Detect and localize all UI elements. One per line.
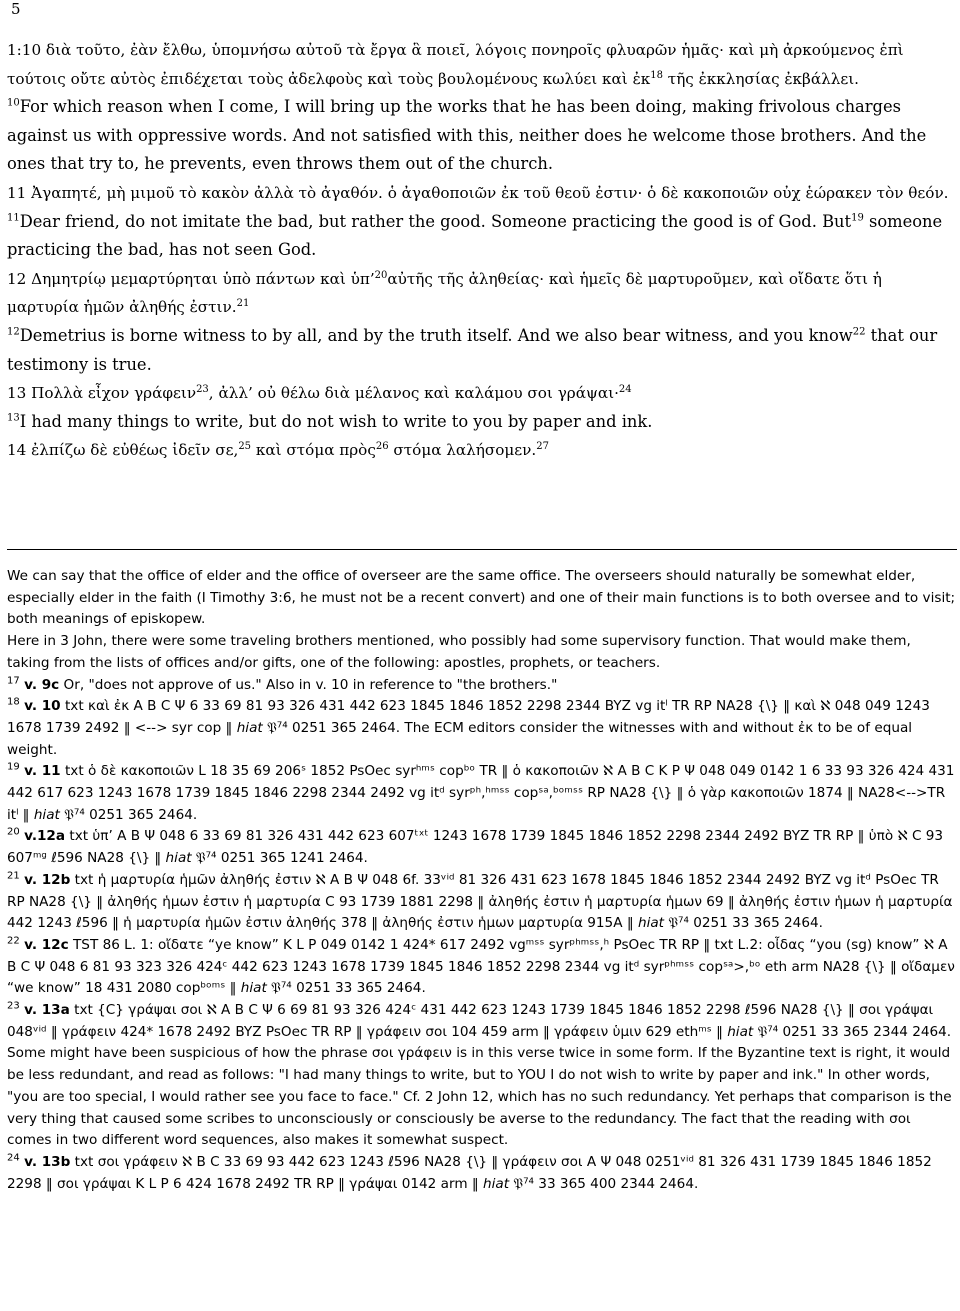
footnote-22: $^{22}$ v. 12c TST 86 L. 1: οἴδατε “ye know” K L P 049 0142 1 424* 617 2492 vgᵐˢˢ syrᵖʰᵐˢˢ,ʰ PsOec TR RP ‖ txt L.2: οἶδας “you (sg) know” ℵ A B C Ψ 048 6 81 93 323 326 424ᶜ 442 623 1243 1678 1739 1845 1846 1852 2298 2344 vg itᵈ syrᵖʰᵐˢˢ copˢᵃ>,ᵇᵒ eth arm NA28 {\} ‖ οἴδαμεν “we know” 18 431 2080 copᵇᵒᵐˢ ‖ hiat 𝔓⁷⁴ 0251 33 365 2464. <box>7 935 955 997</box>
verse-english-12: $^{12}$Demetrius is borne witness to by all, and by the truth itself. And we also bear witness, and you know$^{22}$ that our testimony is true. <box>7 325 938 374</box>
footnote-24: $^{24}$ v. 13b txt σοι γράφειν ℵ B C 33 69 93 442 623 1243 ℓ596 NA28 {\} ‖ γράφειν σοι A Ψ 048 0251ᵛⁱᵈ 81 326 431 1739 1845 1846 1852 2298 ‖ σοι γράψαι K L P 6 424 1678 2492 TR RP ‖ γράψαι 0142 arm ‖ hiat 𝔓⁷⁴ 33 365 400 2344 2464. <box>7 1152 932 1192</box>
footnote-ref[interactable]: 18 <box>650 69 663 81</box>
verse-english-11: $^{11}$Dear friend, do not imitate the bad, but rather the good. Someone practicing the good is of God. But$^{19}$ someone practicing the bad, has not seen God. <box>7 211 943 260</box>
footnote-20: $^{20}$ v.12a txt ὑπ’ A B Ψ 048 6 33 69 81 326 431 442 623 607ᵗˣᵗ 1243 1678 1739 1845 1846 1852 2298 2344 2492 BYZ TR RP ‖ ὑπὸ ℵ C 93 607ᵐᵍ ℓ596 NA28 {\} ‖ hiat 𝔓⁷⁴ 0251 365 1241 2464. <box>7 826 944 867</box>
footnote-ref[interactable]: 19 <box>851 212 864 224</box>
footnotes <box>7 566 957 1195</box>
verse-greek-11: 11 Ἀγαπητέ, μὴ μιμοῦ τὸ κακὸν ἀλλὰ τὸ ἀγαθόν. ὁ ἀγαθοποιῶν ἐκ τοῦ θεοῦ ἐστιν· ὁ δὲ κακοποιῶν οὐχ ἑώρακεν τὸν θεόν. <box>7 183 949 202</box>
verse-number: 11 <box>7 212 20 224</box>
footnote-17: $^{17}$ v. 9c Or, "does not approve of us." Also in v. 10 in reference to "the brothers." <box>7 674 558 693</box>
footnote-ref[interactable]: 22 <box>852 326 866 338</box>
footnote-ref[interactable]: 20 <box>374 269 388 281</box>
footnote-23: $^{23}$ v. 13a txt {C} γράψαι σοι ℵ A B C Ψ 6 69 81 93 326 424ᶜ 431 442 623 1243 1739 1845 1846 1852 2298 ℓ596 NA28 {\} ‖ σοι γράψαι 048ᵛⁱᵈ ‖ γράφειν 424* 1678 2492 BYZ PsOec TR RP ‖ γράφειν σοι 104 459 arm ‖ γράφειν ὑμιν 629 ethᵐˢ ‖ hiat 𝔓⁷⁴ 0251 33 365 2344 2464. Some might have been suspicious of how the phrase σοι γράφειν is in this verse twice in some form. If the Byzantine text is right, it would be less redundant, and read as follows: "I had many things to write, but to YOU I do not wish to write by paper and ink." In other words, "you are too special, I would rather see you face to face." Cf. 2 John 12, which has no such redundancy. Yet perhaps that comparison is the very thing that caused some scribes to unconsciously or consciously be averse to the redundancy. The fact that the reading with σοι comes in two different word sequences, also makes it somewhat suspect. <box>7 1000 952 1149</box>
footnote-ref[interactable]: 21 <box>236 298 250 310</box>
verse-english-10: $^{10}$For which reason when I come, I will bring up the works that he has been doing, making frivolous charges against us with oppressive words. And not satisfied with this, neither does he welcome those brothers. And the ones that try to, he prevents, even throws them out of the church. <box>7 97 927 174</box>
verse-greek-13: 13 Πολλὰ εἶχον γράφειν$^{23}$, ἀλλ’ οὐ θέλω διὰ μέλανος καὶ καλάμου σοι γράψαι·$^{24}$ <box>7 384 632 403</box>
verse-english-13: $^{13}$I had many things to write, but do not wish to write to you by paper and ink. <box>7 411 653 431</box>
page-number: 5 <box>11 0 21 18</box>
main-text <box>7 36 955 465</box>
footnote-ref[interactable]: 23 <box>196 384 209 396</box>
footnote-ref[interactable]: 27 <box>536 441 549 453</box>
verse-greek-14: 14 ἐλπίζω δὲ εὐθέως ἰδεῖν σε,$^{25}$ καὶ στόμα πρὸς$^{26}$ στόμα λαλήσομεν.$^{27}$ <box>7 441 549 460</box>
footnote-ref[interactable]: 25 <box>238 441 252 453</box>
verse-number: 10 <box>7 97 20 109</box>
footnote-ref[interactable]: 26 <box>375 441 389 453</box>
footnote-intro-2: Here in 3 John, there were some traveling brothers mentioned, who possibly had some supervisory function. That would make them, taking from the lists of offices and/or gifts, one of the following: apostles, prophets, or teachers. <box>7 633 911 671</box>
footnote-18: $^{18}$ v. 10 txt καὶ ἐκ A B C Ψ 6 33 69 81 93 326 431 442 623 1845 1846 1852 2298 2344 BYZ vg itˡ TR RP NA28 {\} ‖ καὶ ℵ 048 049 1243 1678 1739 2492 ‖ <--> syr cop ‖ hiat 𝔓⁷⁴ 0251 365 2464. The ECM editors consider the witnesses with and without ἐκ to be of equal weight. <box>7 696 930 758</box>
verse-number: 12 <box>7 326 20 338</box>
verse-greek-10: 1:10 διὰ τοῦτο, ἐὰν ἔλθω, ὑπομνήσω αὐτοῦ τὰ ἔργα ἃ ποιεῖ, λόγοις πονηροῖς φλυαρῶν ἡμᾶς· καὶ μὴ ἀρκούμενος ἐπὶ τούτοις οὔτε αὐτὸς ἐπιδέχεται τοὺς ἀδελφοὺς καὶ τοὺς βουλομένους κωλύει καὶ ἐκ$^{18}$ τῆς ἐκκλησίας ἐκβάλλει. <box>7 41 904 88</box>
verse-greek-12: 12 Δημητρίῳ μεμαρτύρηται ὑπὸ πάντων καὶ ὑπ’$^{20}$αὐτῆς τῆς ἀληθείας· καὶ ἡμεῖς δὲ μαρτυροῦμεν, καὶ οἴδατε ὅτι ἡ μαρτυρία ἡμῶν ἀληθής ἐστιν.$^{21}$ <box>7 269 882 317</box>
footnote-intro-1: We can say that the office of elder and the office of overseer are the same office. The overseers should naturally be somewhat elder, especially elder in the faith (I Timothy 3:6, he must not be a recent convert) and one of their main functions is to both oversee and to visit; both meanings of episkopew. <box>7 568 956 628</box>
footnote-ref[interactable]: 24 <box>618 384 632 396</box>
footnote-divider <box>7 549 957 550</box>
footnote-21: $^{21}$ v. 12b txt ἡ μαρτυρία ἡμῶν ἀληθής ἐστιν ℵ A B Ψ 048 6f. 33ᵛⁱᵈ 81 326 431 623 1678 1845 1846 1852 2344 2492 BYZ vg itᵈ PsOec TR RP NA28 {\} ‖ ἀληθής ἡμων ἐστιν ἡ μαρτυρία C 93 1739 1881 2298 ‖ ἀληθής ἐστιν ἡ μαρτυρία ἡμων 69 ‖ ἀληθής ἐστιν ἡμων ἡ μαρτυρία 442 1243 ℓ596 ‖ ἡ μαρτυρία ἡμῶν ἐστιν ἀληθής 378 ‖ ἀληθής ἐστιν ἡμων μαρτυρία 915A ‖ hiat 𝔓⁷⁴ 0251 33 365 2464. <box>7 870 953 932</box>
footnote-19: $^{19}$ v. 11 txt ὁ δὲ κακοποιῶν L 18 35 69 206ˢ 1852 PsOec syrʰᵐˢ copᵇᵒ TR ‖ ὁ κακοποιῶν ℵ A B C K P Ψ 048 049 0142 1 6 33 93 326 424 431 442 617 623 1243 1678 1739 1845 1846 2298 2344 2492 vg itᵈ syrᵖʰ,ʰᵐˢˢ copˢᵃ,ᵇᵒᵐˢˢ RP NA28 {\} ‖ ὁ γὰρ κακοποιῶν 1874 ‖ NA28<-->TR itˡ ‖ hiat 𝔓⁷⁴ 0251 365 2464. <box>7 761 955 823</box>
verse-number: 13 <box>7 412 20 424</box>
